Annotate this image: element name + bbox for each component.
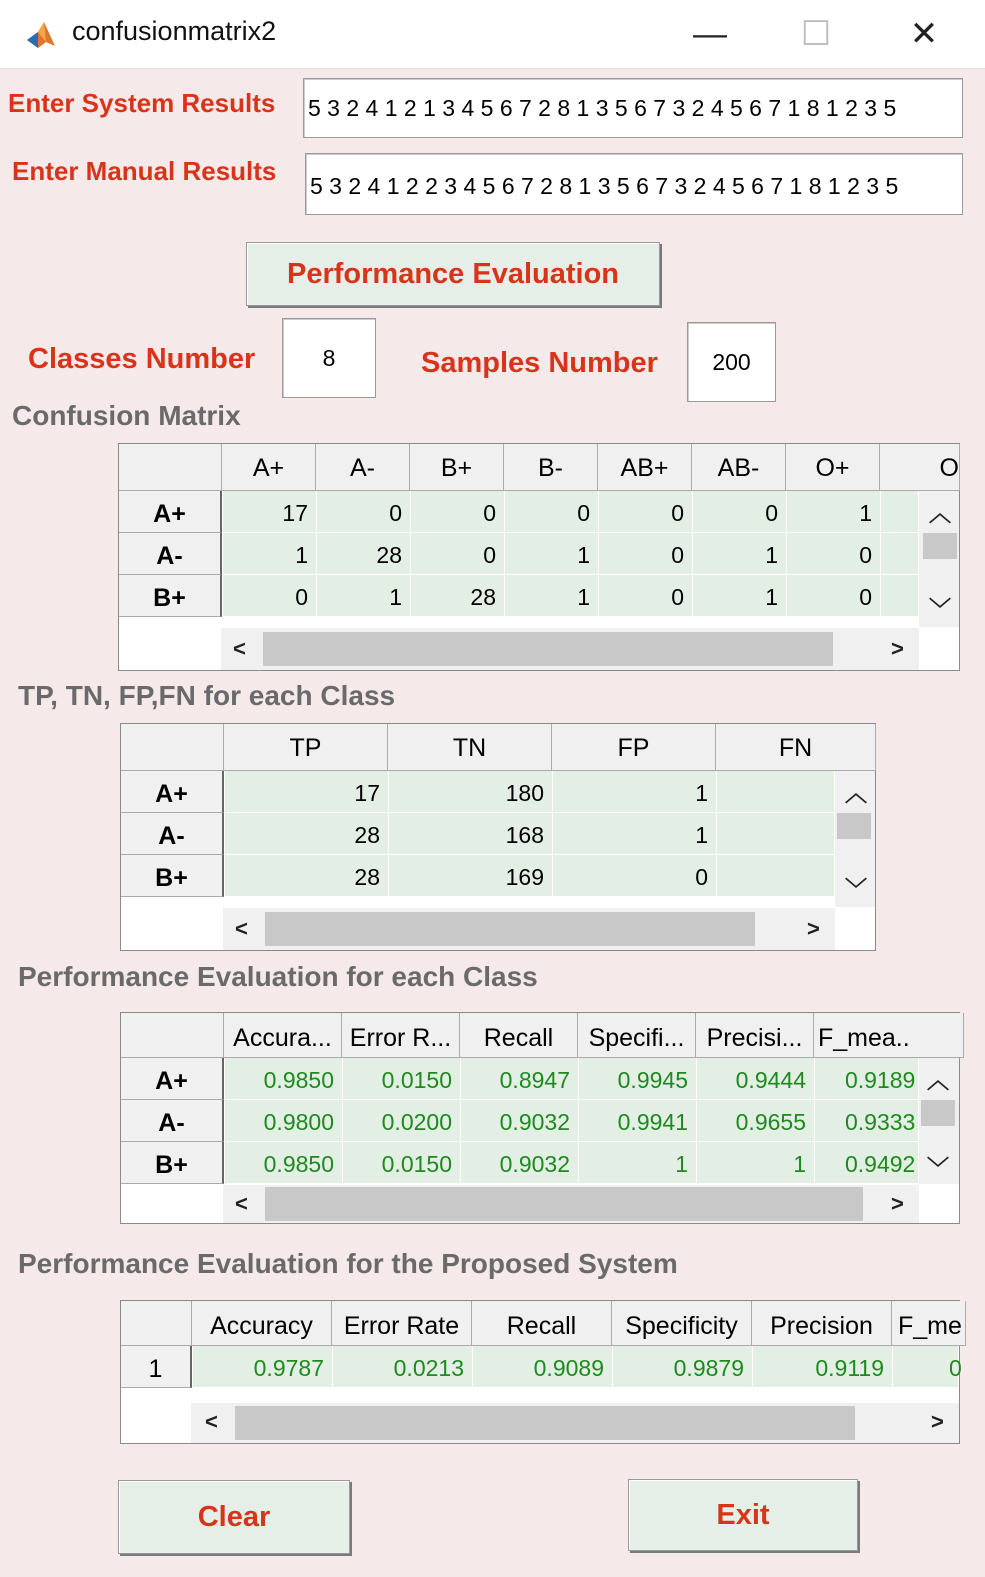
horizontal-scrollbar[interactable] bbox=[221, 628, 919, 670]
table-cell[interactable]: 0.9333 bbox=[815, 1100, 919, 1142]
row-header[interactable]: A+ bbox=[119, 491, 222, 533]
column-header[interactable]: B+ bbox=[410, 444, 504, 491]
title-bar bbox=[0, 0, 985, 69]
table-cell[interactable]: 0 bbox=[553, 855, 717, 897]
column-header[interactable]: B- bbox=[504, 444, 598, 491]
table-cell[interactable]: 0.9189 bbox=[815, 1058, 919, 1100]
table-cell[interactable]: 0 bbox=[893, 1346, 959, 1388]
scroll-up-icon[interactable]: ︿ bbox=[929, 501, 952, 526]
table-cell[interactable]: 0.9119 bbox=[753, 1346, 893, 1388]
table-corner bbox=[121, 724, 224, 771]
table-cell[interactable]: 28 bbox=[225, 855, 389, 897]
column-header[interactable]: Specifi... bbox=[578, 1013, 696, 1058]
tpfn-table[interactable] bbox=[120, 723, 876, 951]
table-cell[interactable]: 0 bbox=[787, 575, 881, 617]
scroll-thumb[interactable] bbox=[235, 1406, 855, 1440]
column-header[interactable]: F_mea.. bbox=[814, 1013, 964, 1058]
per-class-table[interactable] bbox=[120, 1012, 960, 1224]
vertical-scrollbar[interactable] bbox=[919, 1058, 959, 1184]
table-cell[interactable]: 0.9444 bbox=[697, 1058, 815, 1100]
table-cell[interactable]: 1 bbox=[317, 575, 411, 617]
table-cell[interactable]: 0.9850 bbox=[225, 1058, 343, 1100]
classes-number-input[interactable]: 8 bbox=[282, 318, 376, 398]
performance-evaluation-button[interactable]: Performance Evaluation bbox=[246, 242, 660, 306]
table-cell[interactable]: 28 bbox=[411, 575, 505, 617]
column-header[interactable]: O bbox=[880, 444, 960, 491]
table-cell[interactable]: 0.9945 bbox=[579, 1058, 697, 1100]
row-header[interactable]: B+ bbox=[121, 855, 224, 897]
tpfn-heading: TP, TN, FP,FN for each Class bbox=[18, 680, 396, 711]
table-cell bbox=[881, 533, 919, 575]
column-header[interactable]: Recall bbox=[472, 1301, 612, 1346]
table-cell[interactable]: 0.9032 bbox=[461, 1142, 579, 1184]
table-corner bbox=[121, 1301, 192, 1346]
classes-number-label: Classes Number bbox=[28, 343, 256, 375]
table-cell[interactable]: 0.9492 bbox=[815, 1142, 919, 1184]
horizontal-scrollbar[interactable] bbox=[223, 908, 835, 950]
table-cell[interactable]: 0 bbox=[317, 491, 411, 533]
column-header[interactable]: Error R... bbox=[342, 1013, 460, 1058]
system-results-label: Enter System Results bbox=[8, 88, 276, 118]
scroll-left-icon[interactable]: < bbox=[235, 916, 248, 941]
table-cell[interactable]: 0.9800 bbox=[225, 1100, 343, 1142]
table-cell[interactable]: 0.0150 bbox=[343, 1058, 461, 1100]
table-cell[interactable]: 0 bbox=[599, 533, 693, 575]
close-button[interactable]: ✕ bbox=[909, 15, 939, 53]
table-cell[interactable]: 28 bbox=[317, 533, 411, 575]
column-header[interactable]: Recall bbox=[460, 1013, 578, 1058]
row-header[interactable]: A- bbox=[119, 533, 222, 575]
scroll-up-icon[interactable]: ︿ bbox=[927, 1068, 950, 1093]
table-cell[interactable]: 1 bbox=[223, 533, 317, 575]
exit-button[interactable]: Exit bbox=[628, 1479, 858, 1551]
column-header[interactable]: Accuracy bbox=[192, 1301, 332, 1346]
column-header[interactable]: Precisi... bbox=[696, 1013, 814, 1058]
table-cell bbox=[881, 575, 919, 617]
scroll-thumb[interactable] bbox=[837, 813, 871, 839]
scroll-right-icon[interactable]: > bbox=[891, 1191, 904, 1216]
table-corner bbox=[121, 1013, 224, 1058]
column-header[interactable]: O+ bbox=[786, 444, 880, 491]
table-cell[interactable]: 0.9655 bbox=[697, 1100, 815, 1142]
samples-number-label: Samples Number bbox=[421, 347, 658, 379]
row-header[interactable]: 1 bbox=[121, 1346, 192, 1388]
table-cell[interactable]: 168 bbox=[389, 813, 553, 855]
vertical-scrollbar[interactable] bbox=[835, 771, 875, 907]
vertical-scrollbar[interactable] bbox=[919, 491, 959, 627]
table-cell[interactable]: 0.9089 bbox=[473, 1346, 613, 1388]
table-cell[interactable]: 0 bbox=[223, 575, 317, 617]
scroll-right-icon[interactable]: > bbox=[807, 916, 820, 941]
table-cell[interactable]: 0.0213 bbox=[333, 1346, 473, 1388]
per-class-heading: Performance Evaluation for each Class bbox=[18, 961, 538, 992]
table-cell[interactable]: 1 bbox=[505, 533, 599, 575]
confusion-matrix-heading: Confusion Matrix bbox=[12, 400, 241, 431]
matlab-icon bbox=[24, 18, 58, 52]
table-cell[interactable]: 17 bbox=[223, 491, 317, 533]
table-cell[interactable]: 0 bbox=[693, 491, 787, 533]
confusion-matrix-table[interactable] bbox=[118, 443, 960, 671]
column-header[interactable]: F_me bbox=[892, 1301, 966, 1346]
table-cell[interactable]: 0 bbox=[505, 491, 599, 533]
scroll-left-icon[interactable]: < bbox=[205, 1409, 218, 1434]
table-cell[interactable]: 0 bbox=[411, 533, 505, 575]
scroll-down-icon[interactable]: ﹀ bbox=[929, 597, 952, 622]
system-heading: Performance Evaluation for the Proposed System bbox=[18, 1248, 678, 1279]
column-header[interactable]: FN bbox=[716, 724, 876, 771]
minimize-button[interactable]: — bbox=[693, 15, 727, 53]
column-header[interactable]: FP bbox=[552, 724, 716, 771]
table-cell[interactable]: 0 bbox=[411, 491, 505, 533]
column-header[interactable]: AB+ bbox=[598, 444, 692, 491]
table-cell[interactable]: 0.8947 bbox=[461, 1058, 579, 1100]
samples-number-input[interactable]: 200 bbox=[687, 322, 776, 402]
system-table[interactable] bbox=[120, 1300, 960, 1444]
table-cell[interactable]: 1 bbox=[553, 813, 717, 855]
table-cell[interactable]: 28 bbox=[225, 813, 389, 855]
column-header[interactable]: A- bbox=[316, 444, 410, 491]
horizontal-scrollbar[interactable] bbox=[223, 1185, 919, 1223]
maximize-button[interactable]: ☐ bbox=[800, 15, 832, 53]
table-cell[interactable]: 17 bbox=[225, 771, 389, 813]
scroll-thumb[interactable] bbox=[921, 1100, 955, 1126]
column-header[interactable]: AB- bbox=[692, 444, 786, 491]
table-cell[interactable]: 0.9941 bbox=[579, 1100, 697, 1142]
table-cell[interactable]: 1 bbox=[505, 575, 599, 617]
column-header[interactable]: Specificity bbox=[612, 1301, 752, 1346]
table-cell[interactable]: 0.9032 bbox=[461, 1100, 579, 1142]
table-cell[interactable] bbox=[717, 813, 835, 855]
row-header[interactable]: A- bbox=[121, 813, 224, 855]
row-header[interactable]: B+ bbox=[121, 1142, 224, 1184]
column-header[interactable]: Precision bbox=[752, 1301, 892, 1346]
column-header[interactable]: Accura... bbox=[224, 1013, 342, 1058]
column-header[interactable]: TP bbox=[224, 724, 388, 771]
clear-button[interactable]: Clear bbox=[118, 1480, 350, 1554]
manual-results-input[interactable]: 5 3 2 4 1 2 2 3 4 5 6 7 2 8 1 3 5 6 7 3 2 4 5 6 7 1 8 1 2 3 5 bbox=[305, 153, 963, 215]
system-results-input[interactable]: 5 3 2 4 1 2 1 3 4 5 6 7 2 8 1 3 5 6 7 3 2 4 5 6 7 1 8 1 2 3 5 bbox=[303, 78, 963, 138]
table-cell[interactable]: 1 bbox=[697, 1142, 815, 1184]
scroll-thumb[interactable] bbox=[263, 632, 833, 666]
scroll-right-icon[interactable]: > bbox=[931, 1409, 944, 1434]
row-header[interactable]: B+ bbox=[119, 575, 222, 617]
horizontal-scrollbar[interactable] bbox=[191, 1403, 959, 1443]
scroll-right-icon[interactable]: > bbox=[891, 636, 904, 661]
table-cell[interactable]: 1 bbox=[693, 575, 787, 617]
row-header[interactable]: A+ bbox=[121, 771, 224, 813]
scroll-thumb[interactable] bbox=[923, 533, 957, 559]
scroll-left-icon[interactable]: < bbox=[235, 1191, 248, 1216]
table-cell[interactable]: 1 bbox=[787, 491, 881, 533]
scroll-down-icon[interactable]: ﹀ bbox=[927, 1156, 950, 1181]
table-cell[interactable]: 0.0150 bbox=[343, 1142, 461, 1184]
column-header[interactable]: A+ bbox=[222, 444, 316, 491]
table-cell[interactable]: 0.0200 bbox=[343, 1100, 461, 1142]
row-header[interactable]: A- bbox=[121, 1100, 224, 1142]
window-title: confusionmatrix2 bbox=[72, 16, 277, 46]
table-cell[interactable]: 0 bbox=[599, 491, 693, 533]
table-cell[interactable]: 1 bbox=[553, 771, 717, 813]
table-cell[interactable]: 0.9787 bbox=[193, 1346, 333, 1388]
scroll-thumb[interactable] bbox=[265, 912, 755, 946]
column-header[interactable]: Error Rate bbox=[332, 1301, 472, 1346]
table-cell[interactable]: 0 bbox=[787, 533, 881, 575]
scroll-up-icon[interactable]: ︿ bbox=[845, 781, 868, 806]
table-corner bbox=[119, 444, 222, 491]
table-cell[interactable]: 180 bbox=[389, 771, 553, 813]
scroll-thumb[interactable] bbox=[265, 1187, 863, 1221]
manual-results-label: Enter Manual Results bbox=[12, 156, 277, 186]
row-header[interactable]: A+ bbox=[121, 1058, 224, 1100]
table-cell[interactable]: 0.9879 bbox=[613, 1346, 753, 1388]
table-cell[interactable]: 1 bbox=[693, 533, 787, 575]
table-cell[interactable] bbox=[717, 855, 835, 897]
table-cell bbox=[881, 491, 919, 533]
scroll-down-icon[interactable]: ﹀ bbox=[845, 877, 868, 902]
table-cell[interactable] bbox=[717, 771, 835, 813]
table-cell[interactable]: 0.9850 bbox=[225, 1142, 343, 1184]
table-cell[interactable]: 169 bbox=[389, 855, 553, 897]
column-header[interactable]: TN bbox=[388, 724, 552, 771]
table-cell[interactable]: 0 bbox=[599, 575, 693, 617]
scroll-left-icon[interactable]: < bbox=[233, 636, 246, 661]
table-cell[interactable]: 1 bbox=[579, 1142, 697, 1184]
